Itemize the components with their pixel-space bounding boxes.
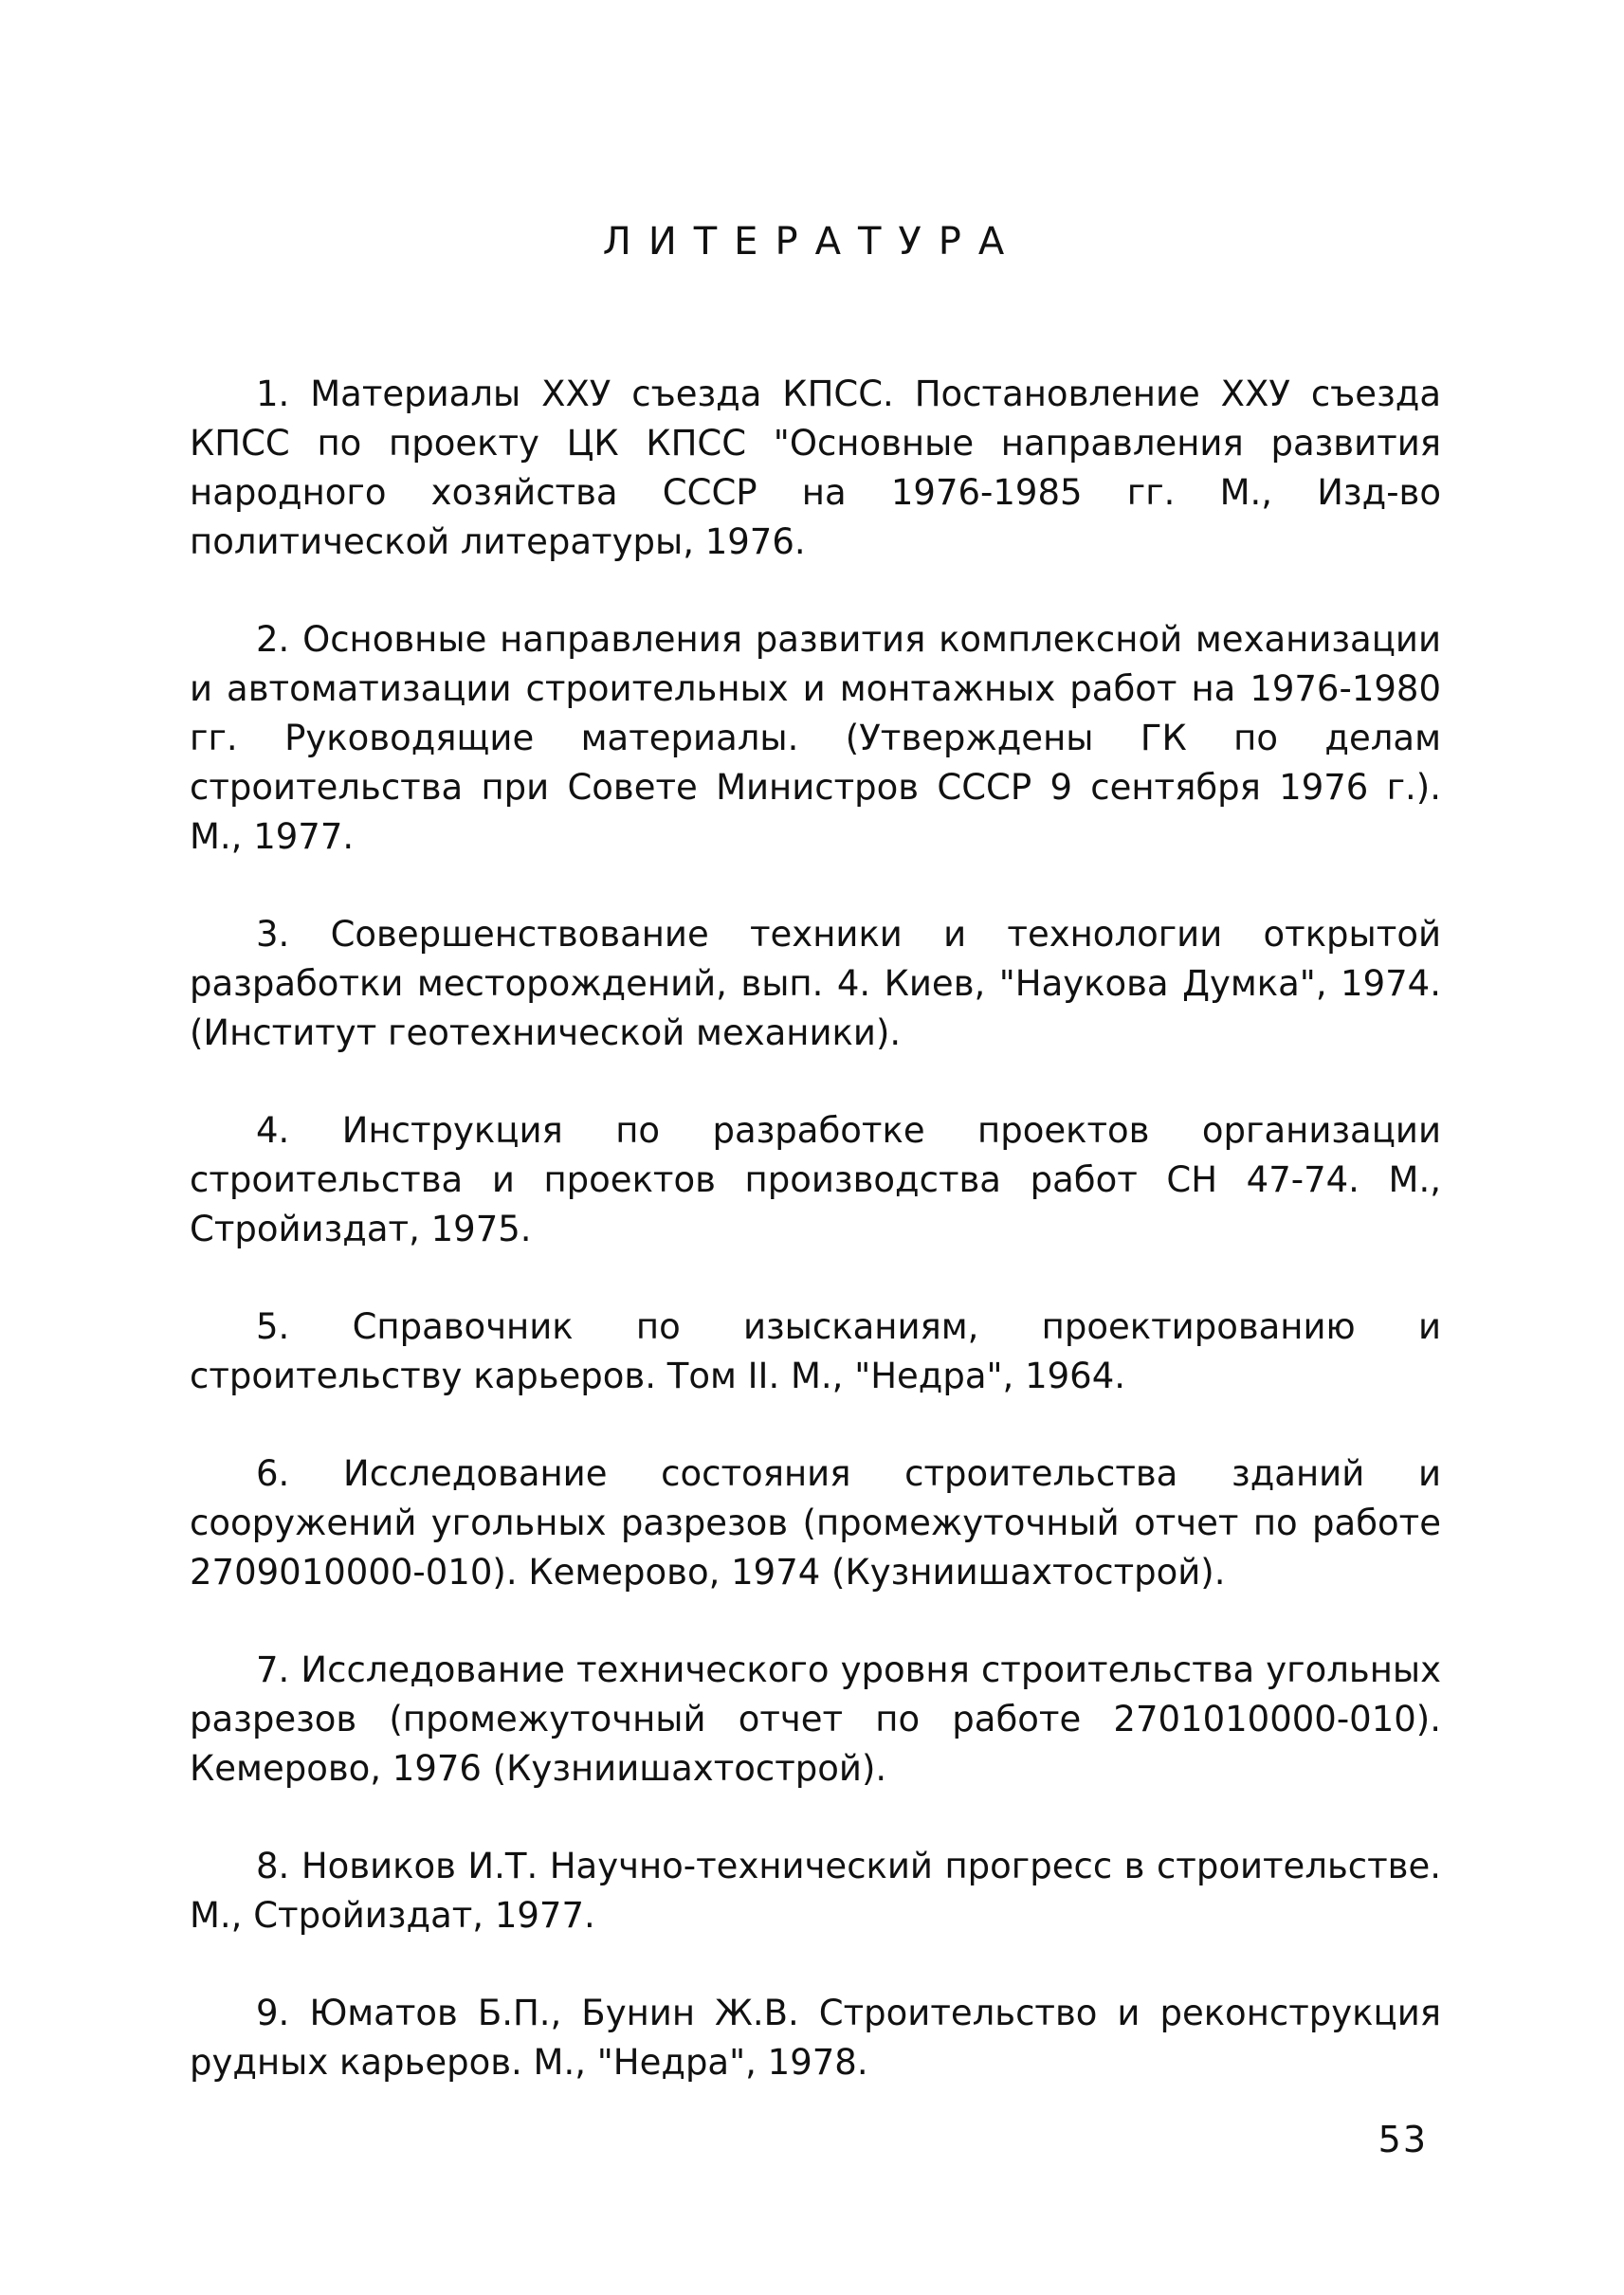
page-title: ЛИТЕРАТУРА [602, 220, 1022, 264]
reference-number: 1. [256, 373, 290, 414]
page-number: 53 [1378, 2119, 1428, 2160]
reference-list [190, 370, 1441, 2136]
reference-text: Юматов Б.П., Бунин Ж.В. Строительство и реконструкция рудных карьеров. М., "Недра", 1978. [190, 1993, 1442, 2083]
reference-item-6 [190, 1449, 1441, 1597]
reference-number: 9. [256, 1993, 290, 2033]
reference-text: Совершенствование техники и технологии открытой разработки месторождений, вып. 4. Киев, "Наукова Думка", 1974. (Институт геотехнической механики). [190, 914, 1441, 1053]
reference-text: Справочник по изысканиям, проектированию и строительству карьеров. Том II. М., "Недра", 1964. [190, 1306, 1441, 1396]
reference-item-5 [190, 1302, 1441, 1401]
reference-item-8 [190, 1842, 1441, 1940]
reference-item-2 [190, 615, 1441, 862]
reference-text: Новиков И.Т. Научно-технический прогресс в строительстве. М., Стройиздат, 1977. [190, 1846, 1442, 1936]
reference-item-7 [190, 1646, 1441, 1794]
reference-text: Основные направления развития комплексной механизации и автоматизации строительных и монтажных работ на 1976-1980 гг. Руководящие материалы. (Утверждены ГК по делам строительства при Совете Министров СССР 9 сентября 1976 г.). М., 1977. [190, 619, 1442, 857]
reference-item-4 [190, 1106, 1441, 1254]
reference-number: 7. [256, 1649, 290, 1690]
reference-number: 5. [256, 1306, 290, 1347]
reference-text: Исследование состояния строительства зданий и сооружений угольных разрезов (промежуточный отчет по работе 2709010000-010). Кемерово, 1974 (Кузниишахтострой). [190, 1453, 1442, 1593]
reference-number: 3. [256, 914, 290, 955]
reference-item-9 [190, 1989, 1441, 2087]
reference-text: Исследование технического уровня строительства угольных разрезов (промежуточный отчет по работе 2701010000-010). Кемерово, 1976 (Кузниишахтострой). [190, 1649, 1442, 1789]
reference-number: 8. [256, 1846, 290, 1886]
reference-item-3 [190, 910, 1441, 1058]
reference-number: 6. [256, 1453, 290, 1494]
reference-text: Материалы ХХУ съезда КПСС. Постановление ХХУ съезда КПСС по проекту ЦК КПСС "Основные направления развития народного хозяйства СССР на 1976-1985 гг. М., Изд-во политической литературы, 1976. [190, 373, 1441, 562]
reference-number: 2. [256, 619, 290, 660]
reference-item-1 [190, 370, 1441, 567]
reference-text: Инструкция по разработке проектов организации строительства и проектов производства работ СН 47-74. М., Стройиздат, 1975. [190, 1110, 1441, 1249]
reference-number: 4. [256, 1110, 290, 1151]
